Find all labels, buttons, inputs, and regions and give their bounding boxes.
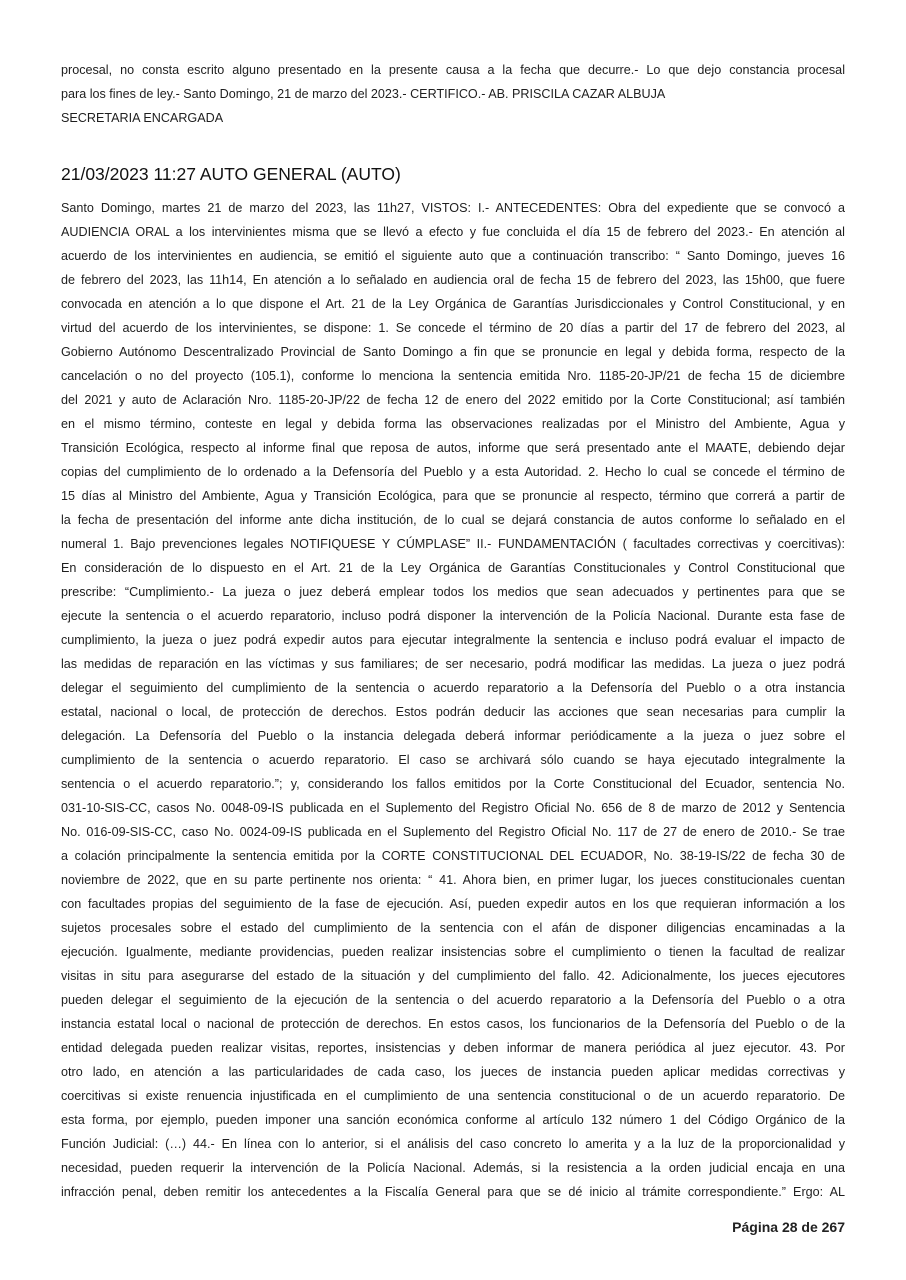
- text-line: acuerdo de los intervinientes en audiencia, se emitió el siguiente auto que a continuación transcribo: “ Santo Domingo, jueves 16: [61, 249, 845, 263]
- text-line: convocada en atención a lo que dispone el Art. 21 de la Ley Orgánica de Garantías Jurisdiccionales y Control Constitucional, y en: [61, 297, 845, 311]
- text-line: virtud del acuerdo de los intervinientes, se dispone: 1. Se concede el término de 20 días a partir del 17 de febrero del 2023, al: [61, 321, 845, 335]
- text-line: SECRETARIA ENCARGADA: [61, 111, 224, 125]
- text-line: esta forma, por ejemplo, pueden imponer una sanción económica conforme al artículo 132 número 1 del Código Orgánico de la: [61, 1113, 845, 1127]
- text-line: estatal, nacional o local, de protección de derechos. Estos podrán deducir las acciones que sean necesarias para cumplir la: [61, 705, 845, 719]
- text-line: copias del cumplimiento de lo ordenado a la Defensoría del Pueblo y a esta Autoridad. 2. Hecho lo cual se concede el término de: [61, 465, 845, 479]
- text-line: de febrero del 2023, las 11h14, En atención a lo señalado en audiencia oral de fecha 15 de febrero del 2023, las 15h00, que fuere: [61, 273, 845, 287]
- text-line: sentencia o el acuerdo reparatorio.”; y, considerando los fallos emitidos por la Corte Constitucional del Ecuador, sentencia No.: [61, 777, 845, 791]
- text-line: prescribe: “Cumplimiento.- La jueza o juez deberá emplear todos los medios que sean adecuados y pertinentes para que se: [61, 585, 845, 599]
- text-line: cumplimiento, la jueza o juez podrá expedir autos para ejecutar integralmente la sentencia e incluso podrá evaluar el impacto de: [61, 633, 845, 647]
- text-line: 031-10-SIS-CC, casos No. 0048-09-IS publicada en el Suplemento del Registro Oficial No. 656 de 8 de marzo de 2012 y Sentencia: [61, 801, 845, 815]
- text-line: noviembre de 2022, que en su parte pertinente nos orienta: “ 41. Ahora bien, en primer lugar, los jueces constitucionales cuentan: [61, 873, 845, 887]
- text-line: necesidad, pueden requerir la intervención de la Policía Nacional. Además, si la resistencia a la orden judicial encaja en una: [61, 1161, 845, 1175]
- text-line: en el mismo término, conteste en legal y debida forma las observaciones realizadas por el Ministro del Ambiente, Agua y: [61, 417, 845, 431]
- text-line: En consideración de lo dispuesto en el Art. 21 de la Ley Orgánica de Garantías Constitucionales y Control Constitucional que: [61, 561, 845, 575]
- text-line: infracción penal, deben remitir los antecedentes a la Fiscalía General para que se dé inicio al trámite correspondiente.” Ergo: AL: [61, 1185, 845, 1199]
- text-line: delegar el seguimiento del cumplimiento de la sentencia o acuerdo reparatorio a la Defensoría del Pueblo o a otra instancia: [61, 681, 845, 695]
- page-number: Página 28 de 267: [732, 1219, 845, 1235]
- text-line: pueden delegar el seguimiento de la ejecución de la sentencia o del acuerdo reparatorio a la Defensoría del Pueblo o a otra: [61, 993, 845, 1007]
- entry-heading: 21/03/2023 11:27 AUTO GENERAL (AUTO): [61, 164, 401, 184]
- text-line: sujetos procesales sobre el estado del cumplimiento de la sentencia con el afán de disponer diligencias encaminadas a la: [61, 921, 845, 935]
- text-line: numeral 1. Bajo prevenciones legales NOTIFIQUESE Y CÚMPLASE” II.- FUNDAMENTACIÓN ( facultades correctivas y coercitivas):: [61, 537, 845, 551]
- text-line: con facultades propias del seguimiento de la fase de ejecución. Así, pueden expedir autos en los que requieran información a los: [61, 897, 845, 911]
- text-line: ejecución. Igualmente, mediante providencias, pueden realizar insistencias sobre el cumplimiento o tienen la facultad de realizar: [61, 945, 845, 959]
- text-line: delegación. La Defensoría del Pueblo o la instancia delegada deberá informar periódicamente a la jueza o juez sobre el: [61, 729, 845, 743]
- text-line: del 2021 y auto de Aclaración Nro. 1185-20-JP/22 de fecha 12 de enero del 2022 emitido por la Corte Constitucional; así también: [61, 393, 845, 407]
- text-line: la fecha de presentación del informe ante dicha institución, de lo cual se dejará constancia de autos conforme lo señalado en el: [61, 513, 845, 527]
- text-line: Función Judicial: (…) 44.- En línea con lo anterior, si el análisis del caso concreto lo amerita y a la luz de la proporcionalidad y: [61, 1137, 845, 1151]
- text-line: visitas in situ para asegurarse del estado de la situación y del cumplimiento del fallo. 42. Adicionalmente, los jueces ejecutores: [61, 969, 845, 983]
- text-line: cumplimiento de la sentencia o acuerdo reparatorio. El caso se archivará sólo cuando se haya ejecutado integralmente la: [61, 753, 845, 767]
- entry-body-paragraph: [61, 196, 845, 1204]
- text-line: No. 016-09-SIS-CC, caso No. 0024-09-IS publicada en el Suplemento del Registro Oficial No. 117 de 27 de enero de 2010.- Se trae: [61, 825, 845, 839]
- text-line: 15 días al Ministro del Ambiente, Agua y Transición Ecológica, para que se pronuncie al respecto, término que correrá a partir de: [61, 489, 845, 503]
- text-line: a colación principalmente la sentencia emitida por la CORTE CONSTITUCIONAL DEL ECUADOR, No. 38-19-IS/22 de fecha 30 de: [61, 849, 845, 863]
- text-line: coercitivas si existe renuencia injustificada en el cumplimiento de una sentencia constitucional o de un acuerdo reparatorio. De: [61, 1089, 845, 1103]
- previous-entry-paragraph: [61, 58, 845, 130]
- text-line: otro lado, en atención a las particularidades de cada caso, los jueces de instancia pueden aplicar medidas correctivas y: [61, 1065, 845, 1079]
- text-line: Santo Domingo, martes 21 de marzo del 2023, las 11h27, VISTOS: I.- ANTECEDENTES: Obra del expediente que se convocó a: [61, 201, 845, 215]
- text-line: ejecute la sentencia o el acuerdo reparatorio, incluso podrá disponer la intervención de la Policía Nacional. Durante esta fase de: [61, 609, 845, 623]
- text-line: AUDIENCIA ORAL a los intervinientes misma que se llevó a efecto y fue concluida el día 15 de febrero del 2023.- En atención al: [61, 225, 845, 239]
- text-line: cancelación o no del proyecto (105.1), conforme lo menciona la sentencia emitida Nro. 1185-20-JP/21 de fecha 15 de diciembre: [61, 369, 845, 383]
- text-line: para los fines de ley.- Santo Domingo, 21 de marzo del 2023.- CERTIFICO.- AB. PRISCILA CAZAR ALBUJA: [61, 87, 666, 101]
- text-line: procesal, no consta escrito alguno presentado en la presente causa a la fecha que decurre.- Lo que dejo constancia procesal: [61, 63, 845, 77]
- text-line: entidad delegada pueden realizar visitas, reportes, insistencias y deben informar de manera periódica al juez ejecutor. 43. Por: [61, 1041, 845, 1055]
- text-line: Transición Ecológica, respecto al informe final que reposa de autos, informe que será presentado ante el MAATE, debiendo dejar: [61, 441, 845, 455]
- text-line: instancia estatal local o nacional de protección de derechos. En estos casos, los funcionarios de la Defensoría del Pueblo o de la: [61, 1017, 845, 1031]
- text-line: las medidas de reparación en las víctimas y sus familiares; de ser necesario, podrá modificar las medidas. La jueza o juez podrá: [61, 657, 845, 671]
- text-line: Gobierno Autónomo Descentralizado Provincial de Santo Domingo a fin que se pronuncie en legal y debida forma, respecto de la: [61, 345, 845, 359]
